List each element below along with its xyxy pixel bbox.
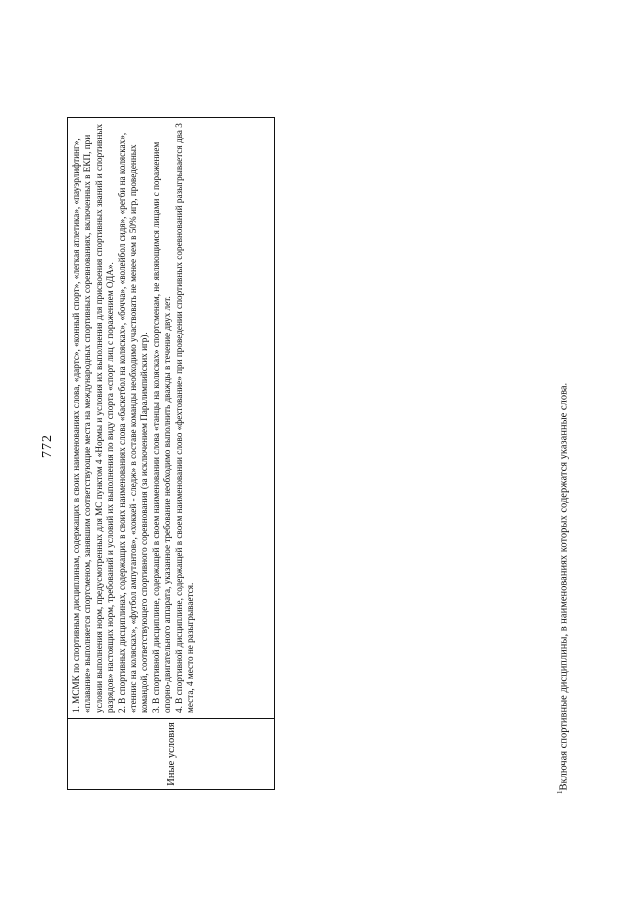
footnote (556, 383, 570, 794)
footnote-marker: 1 (556, 790, 564, 794)
conditions-table (67, 117, 275, 790)
condition-item-1: 1. МСМК по спортивным дисциплинам, содержащих в своих наименованиях слова, «дартс», «конный спорт», «легкая атлетика», «пауэрлифтинг», «плавание» выполняется спортсменом, занявшим соответствующие места на международных спортивных соревнованиях, включенных в ЕКП, при условии выполнения норм, предусмотренных для МС пунктом 4 «Нормы и условия их выполнения для присвоения спортивных званий и спортивных разрядов» настоящих норм, требований и условий их выполнения по виду спорта «спорт лиц с поражением ОДА». (71, 123, 116, 713)
condition-item-2: 2. В спортивных дисциплинах, содержащих в своих наименованиях слова «баскетбол на колясках», «бочча», «волейбол сидя», «регби на колясках», «теннис на колясках», «футбол ампутантов», «хоккей - следж» в составе команды необходимо участвовать не менее чем в 50% игр, проведенных командой, соответствующего спортивного соревнования (за исключением Паралимпийских игр). (116, 132, 150, 713)
footnote-text: Включая спортивные дисциплины, в наименованиях которых содержатся указанные слова. (558, 382, 570, 791)
condition-item-4: 4. В спортивной дисциплине, содержащей в своем наименовании слово «фехтование» при проведении спортивных соревнований разыгрывается два 3 места, 4 место не разыгрывается. (173, 123, 196, 713)
table-label-cell: Иные условия (68, 718, 274, 789)
condition-item-3: 3. В спортивной дисциплине, содержащей в своем наименовании слова «танцы на колясках» спортсменам, не являющимся лицами с поражением опорно-двигательного аппарата, указанное требование необходимо выполнить дважды в течение двух лет. (150, 141, 173, 713)
table-text-cell (68, 118, 274, 718)
page-number: 772 (40, 434, 55, 458)
